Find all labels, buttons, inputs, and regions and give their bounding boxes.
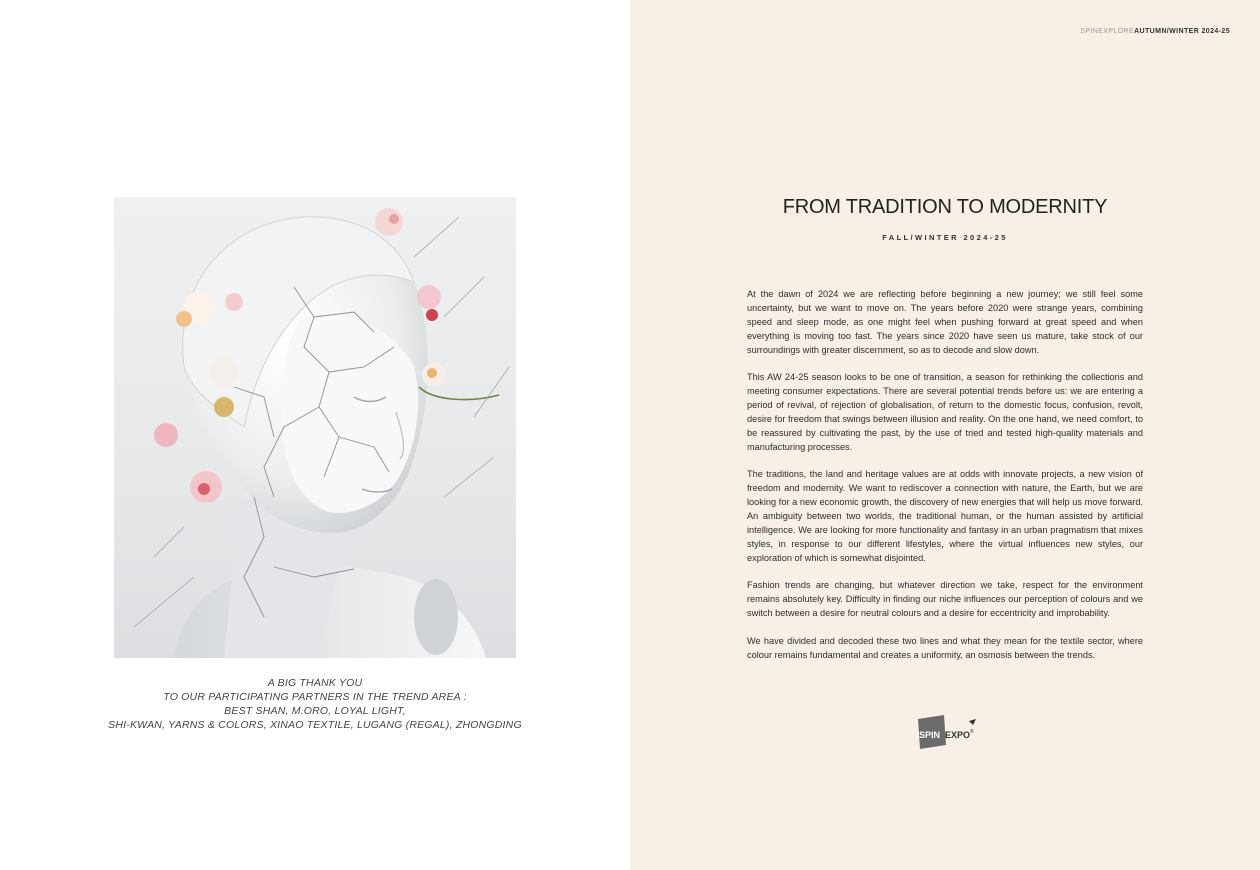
paragraph: This AW 24-25 season looks to be one of transition, a season for rethinking the collections and meeting consumer expectations. There are several potential trends before us: we are entering a period of revival, of rejection of globalisation, of return to the domestic focus, confusion, revolt, desire for freedom that swings between illusion and reality. On the one hand, we need comfort, to be reassured by cultivating the past, by the use of tried and tested high-quality materials and manufacturing processes. [747, 372, 1143, 452]
partner-credits [60, 676, 570, 732]
page-subtitle: FALL/WINTER 2024-25 [882, 233, 1008, 242]
credits-line: BEST SHAN, M.ORO, LOYAL LIGHT, [224, 705, 406, 717]
body-text [747, 288, 1143, 676]
paragraph: The traditions, the land and heritage values are at odds with innovate projects, a new vision of freedom and modernity. We want to rediscover a connection with nature, the Earth, but we are looking for a new economic growth, the discovery of new energies that will help us move forward. An ambiguity between two worlds, the traditional human, or the human assisted by artificial intelligence. We are looking for more functionality and fantasy in an urban pragmatism that mixes styles, in response to our different lifestyles, where the virtual influences new styles, our exploration of which is somewhat disjointed. [747, 469, 1143, 563]
running-head [1080, 28, 1230, 35]
running-head-brand: SPINEXPLORE [1080, 28, 1135, 35]
spinexpo-logo [916, 715, 980, 749]
logo-registered-mark: ® [970, 729, 974, 735]
credits-line: A BIG THANK YOU [267, 677, 363, 689]
credits-line: TO OUR PARTICIPATING PARTNERS IN THE TREND AREA : [163, 691, 467, 703]
paragraph: At the dawn of 2024 we are reflecting before beginning a new journey; we still feel some uncertainty, but we want to move on. The years before 2020 were strange years, combining speed and sleep mode, as one might feel when pushing forward at great speed and when everything is moving too fast. The years since 2020 have seen us mature, take stock of our surroundings with greater discernment, so as to decode and slow down. [747, 289, 1143, 355]
cracked-bust-photo [114, 197, 516, 658]
logo-spin-text: SPIN [919, 730, 941, 740]
logo-expo-text: EXPO [945, 730, 971, 740]
right-page [630, 0, 1260, 870]
page-title: FROM TRADITION TO MODERNITY [782, 196, 1108, 218]
credits-line: SHI-KWAN, YARNS & COLORS, XINAO TEXTILE, LUGANG (REGAL), ZHONGDING [108, 719, 522, 731]
paragraph: We have divided and decoded these two lines and what they mean for the textile sector, where colour remains fundamental and creates a uniformity, an osmosis between the trends. [747, 635, 1143, 660]
running-head-season: AUTUMN/WINTER 2024-25 [1134, 28, 1230, 35]
paragraph: Fashion trends are changing, but whatever direction we take, respect for the environment remains absolutely key. Difficulty in finding our niche influences our perception of colours and we switch between a desire for neutral colours and a desire for eccentricity and improbability. [747, 580, 1143, 619]
